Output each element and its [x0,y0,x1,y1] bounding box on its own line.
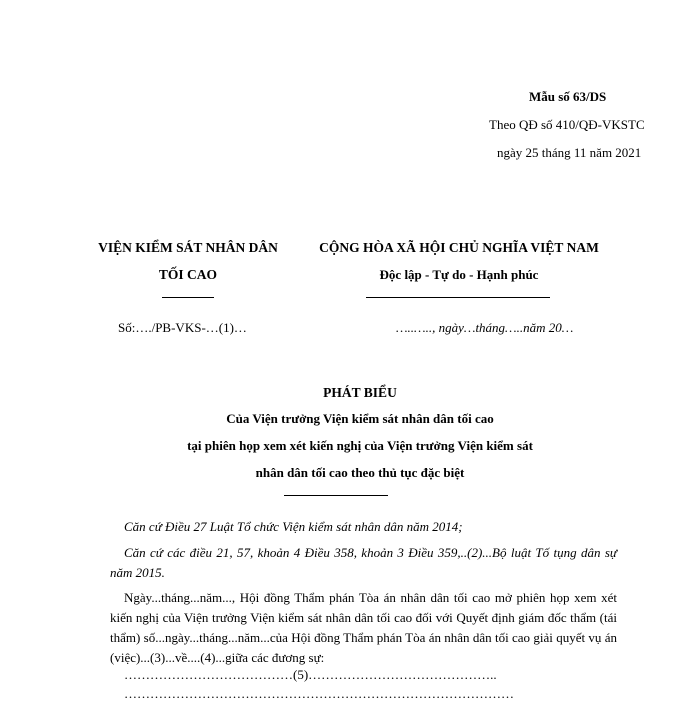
parties-fill-line-2: ……………………………………………………………………………… [124,686,514,701]
form-decision: Theo QĐ số 410/QĐ-VKSTC [489,117,645,132]
motto-underline [366,297,550,298]
title-subline-1: Của Viện trưởng Viện kiểm sát nhân dân tối cao [226,411,494,426]
agency-underline [162,297,214,298]
form-number: Mẫu số 63/DS [529,89,607,104]
title-underline [284,495,388,496]
document-number: Số:…./PB-VKS-…(1)… [118,320,247,335]
form-date: ngày 25 tháng 11 năm 2021 [497,145,642,160]
agency-name-line2: TỐI CAO [158,267,218,282]
nation-motto: Độc lập - Tự do - Hạnh phúc [379,267,539,282]
agency-name-line1: VIỆN KIỂM SÁT NHÂN DÂN [98,240,278,255]
document-title: PHÁT BIỂU [323,385,397,400]
title-subline-3: nhân dân tối cao theo thủ tục đặc biệt [255,465,465,480]
legal-basis-2: Căn cứ các điều 21, 57, khoản 4 Điều 358, khoản 3 Điều 359,..(2)...Bộ luật Tố tụng dân sự năm 2015. [110,545,617,580]
nation-name: CỘNG HÒA XÃ HỘI CHỦ NGHĨA VIỆT NAM [319,240,599,255]
title-subline-2: tại phiên họp xem xét kiến nghị của Viện trưởng Viện kiểm sát [187,438,533,453]
parties-fill-line-1: …………………………………(5)…………………………………….. [124,667,497,682]
place-date-line: …..….., ngày…tháng…..năm 20… [396,320,574,335]
hearing-paragraph: Ngày...tháng...năm..., Hội đồng Thẩm phán Tòa án nhân dân tối cao mở phiên họp xem xét kiến nghị của Viện trưởng Viện kiểm sát nhân dân tối cao đối với Quyết định giám đốc thẩm (tái thẩm) số...ngày...tháng...năm...của Hội đồng Thẩm phán Tòa án nhân dân tối cao giải quyết vụ án (việc)...(3)...về....(4)...giữa các đương sự: [110,590,617,665]
legal-basis-1: Căn cứ Điều 27 Luật Tổ chức Viện kiểm sát nhân dân năm 2014; [124,519,463,534]
